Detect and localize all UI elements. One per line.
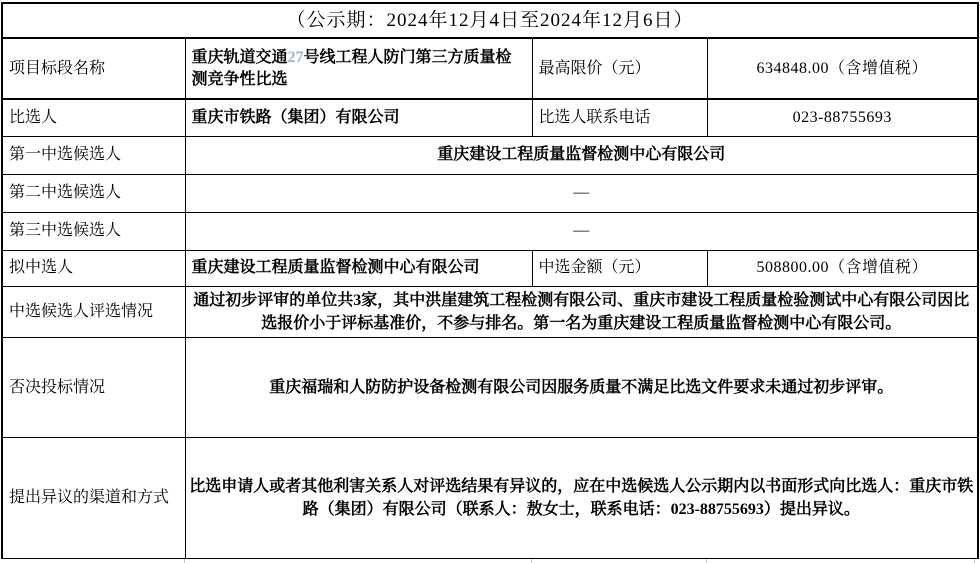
project-name-label: 项目标段名称 <box>2 38 185 99</box>
spreadsheet-gridline-strip <box>0 559 980 563</box>
rejection-value: 重庆福瑞和人防防护设备检测有限公司因服务质量不满足比选文件要求未通过初步评审。 <box>185 337 978 437</box>
publicity-period-title: （公示期：2024年12月4日至2024年12月6日） <box>2 3 978 38</box>
second-candidate-value: — <box>185 174 978 212</box>
objection-value: 比选申请人或者其他利害关系人对评选结果有异议的，应在中选候选人公示期内以书面形式向比选人：重庆市铁路（集团）有限公司（联系人：敖女士，联系电话：023-88755693）提出异议。 <box>185 437 978 559</box>
winner-label: 拟中选人 <box>2 250 185 286</box>
selector-label: 比选人 <box>2 99 185 136</box>
selector-row <box>2 99 978 136</box>
gridline <box>974 559 975 563</box>
first-candidate-label: 第一中选候选人 <box>2 136 185 174</box>
award-amount-value: 508800.00（含增值税） <box>707 250 978 286</box>
second-candidate-row <box>2 174 978 212</box>
max-price-label: 最高限价（元） <box>532 38 707 99</box>
third-candidate-row <box>2 212 978 250</box>
gridline <box>706 559 707 563</box>
project-row <box>2 38 978 99</box>
project-name-value <box>185 38 532 99</box>
bid-result-table <box>1 2 979 561</box>
rejection-label: 否决投标情况 <box>2 337 185 437</box>
max-price-value: 634848.00（含增值税） <box>707 38 978 99</box>
first-candidate-row <box>2 136 978 174</box>
publicity-period-row <box>2 3 978 38</box>
winner-row <box>2 250 978 286</box>
third-candidate-value: — <box>185 212 978 250</box>
gridline <box>531 559 532 563</box>
selector-phone-value: 023-88755693 <box>707 99 978 136</box>
project-line-number: 27 <box>287 48 304 66</box>
award-amount-label: 中选金额（元） <box>532 250 707 286</box>
third-candidate-label: 第三中选候选人 <box>2 212 185 250</box>
winner-value: 重庆建设工程质量监督检测中心有限公司 <box>185 250 532 286</box>
selector-phone-label: 比选人联系电话 <box>532 99 707 136</box>
selector-value: 重庆市铁路（集团）有限公司 <box>185 99 532 136</box>
evaluation-value: 通过初步评审的单位共3家，其中洪崖建筑工程检测有限公司、重庆市建设工程质量检验测试中心有限公司因比选报价小于评标基准价，不参与排名。第一名为重庆建设工程质量监督检测中心有限公司。 <box>185 286 978 337</box>
evaluation-label: 中选候选人评选情况 <box>2 286 185 337</box>
first-candidate-value: 重庆建设工程质量监督检测中心有限公司 <box>185 136 978 174</box>
rejection-row <box>2 337 978 437</box>
objection-row <box>2 437 978 559</box>
evaluation-row <box>2 286 978 337</box>
second-candidate-label: 第二中选候选人 <box>2 174 185 212</box>
project-name-suffix: 号线工程人防门第三方质量检测竞争性比选 <box>191 48 512 88</box>
gridline <box>184 559 185 563</box>
project-name-prefix: 重庆轨道交通 <box>191 48 288 66</box>
objection-label: 提出异议的渠道和方式 <box>2 437 185 559</box>
